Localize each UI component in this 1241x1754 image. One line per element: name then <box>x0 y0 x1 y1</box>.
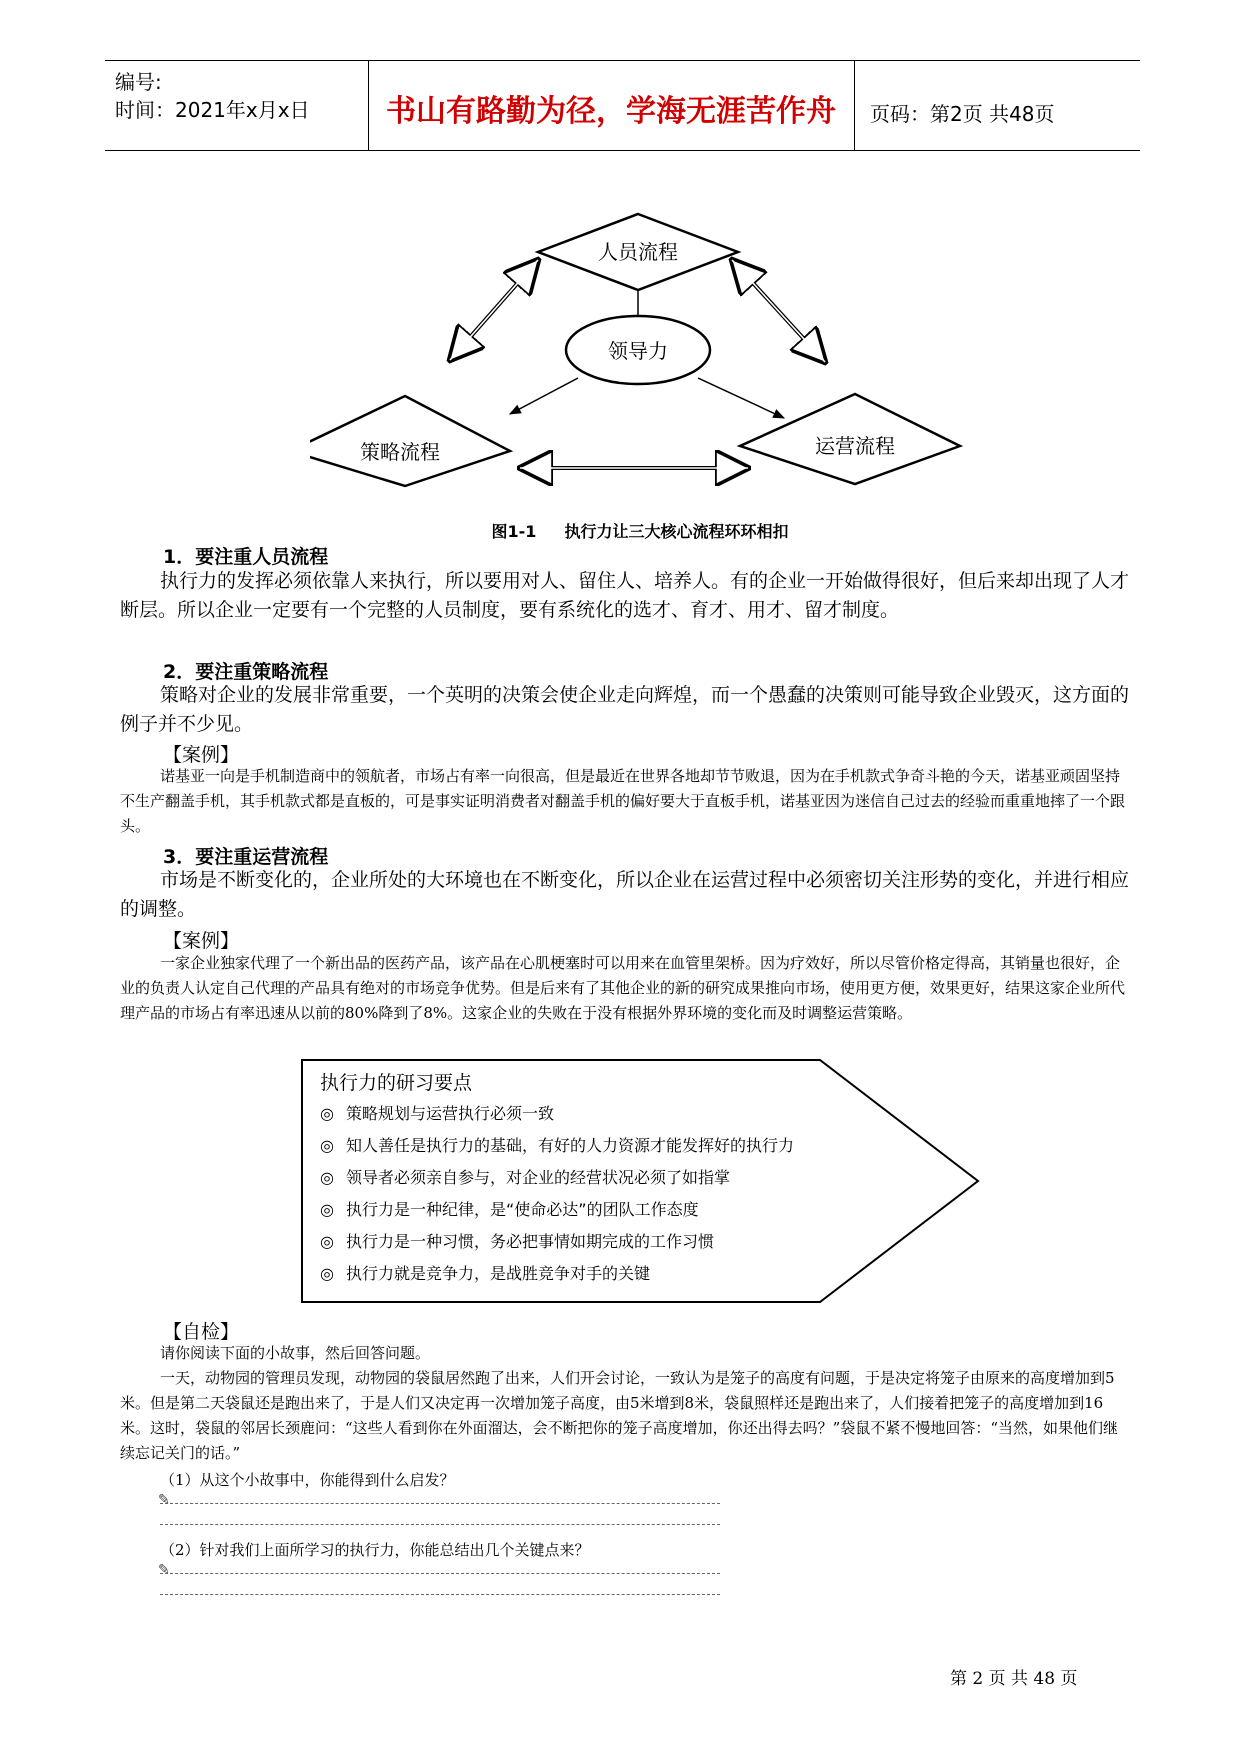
answer-line[interactable] <box>160 1594 720 1595</box>
bullet-icon: ◎ <box>320 1200 334 1219</box>
left-node-label: 策略流程 <box>360 440 440 464</box>
core-process-diagram <box>310 200 970 490</box>
key-point-item: ◎ 执行力是一种纪律，是“使命必达”的团队工作态度 <box>320 1200 699 1219</box>
self-check-story: 一天，动物园的管理员发现，动物园的袋鼠居然跑了出来，人们开会讨论，一致认为是笼子的高度有问题，于是决定将笼子由原来的高度增加到5米。但是第二天袋鼠还是跑出来了，于是人们又决定再一次增加笼子高度，由5米增到8米，袋鼠照样还是跑出来了，人们接着把笼子的高度增加到16米。这时，袋鼠的邻居长颈鹿问：“这些人看到你在外面溜达，会不断把你的笼子高度增加，你还出得去吗？”袋鼠不紧不慢地回答：“当然，如果他们继续忘记关门的话。” <box>120 1369 1119 1462</box>
figure-caption <box>400 519 880 542</box>
time-label: 时间：2021年x月x日 <box>115 98 310 122</box>
top-node-label: 人员流程 <box>598 240 678 264</box>
section1-heading: 1．要注重人员流程 <box>163 546 329 568</box>
key-points-title: 执行力的研习要点 <box>320 1072 473 1094</box>
figure-title: 执行力让三大核心流程环环相扣 <box>564 522 789 541</box>
case2-label: 【案例】 <box>163 930 240 952</box>
answer-line[interactable] <box>160 1573 720 1574</box>
header-top-rule <box>105 60 1140 61</box>
case1-label: 【案例】 <box>163 744 240 766</box>
question-1: （1）从这个小故事中，你能得到什么启发？ <box>160 1471 455 1489</box>
case2-text: 一家企业独家代理了一个新出品的医药产品，该产品在心肌梗塞时可以用来在血管里架桥。因为疗效好，所以尽管价格定得高，其销量也很好，企业的负责人认定自己代理的产品具有绝对的市场竞争优势。但是后来有了其他企业的新的研究成果推向市场，使用更方便，效果更好，结果这家企业所代理产品的市场占有率迅速从以前的80%降到了8%。这家企业的失败在于没有根据外界环境的变化而及时调整运营策略。 <box>120 954 1126 1022</box>
key-point-item: ◎ 执行力是一种习惯，务必把事情如期完成的工作习惯 <box>320 1232 715 1251</box>
case1-text: 诺基亚一向是手机制造商中的领航者，市场占有率一向很高，但是最近在世界各地却节节败退，因为在手机款式争奇斗艳的今天，诺基亚顽固坚持不生产翻盖手机，其手机款式都是直板的，可是事实证明消费者对翻盖手机的偏好要大于直板手机，诺基亚因为迷信自己过去的经验而重重地摔了一个跟头。 <box>120 767 1126 835</box>
section2-heading: 2．要注重策略流程 <box>163 661 329 683</box>
number-label: 编号: <box>115 70 162 94</box>
pencil-icon: ✎ <box>158 1492 170 1508</box>
page-label: 页码：第2页 共48页 <box>870 102 1055 126</box>
center-node-label: 领导力 <box>608 339 668 363</box>
self-check-intro: 请你阅读下面的小故事，然后回答问题。 <box>160 1344 431 1362</box>
arrow-center-right <box>698 378 784 418</box>
bullet-icon: ◎ <box>320 1232 334 1251</box>
arrow-top-right-inner <box>732 260 825 362</box>
header-divider <box>854 60 855 150</box>
pencil-icon: ✎ <box>158 1562 170 1578</box>
key-point-item: ◎ 执行力就是竞争力，是战胜竞争对手的关键 <box>320 1264 651 1283</box>
section1-paragraph: 执行力的发挥必须依靠人来执行，所以要用对人、留住人、培养人。有的企业一开始做得很好，但后来却出现了人才断层。所以企业一定要有一个完整的人员制度，要有系统化的选才、育才、用才、留才制度。 <box>120 570 1130 621</box>
bullet-icon: ◎ <box>320 1104 334 1123</box>
section3-heading: 3．要注重运营流程 <box>163 846 329 868</box>
page-footer: 第 2 页 共 48 页 <box>950 1669 1078 1689</box>
bullet-icon: ◎ <box>320 1264 334 1283</box>
section2-paragraph: 策略对企业的发展非常重要，一个英明的决策会使企业走向辉煌，而一个愚蠢的决策则可能导致企业毁灭，这方面的例子并不少见。 <box>120 684 1130 735</box>
key-point-item: ◎ 知人善任是执行力的基础，有好的人力资源才能发挥好的执行力 <box>320 1136 795 1155</box>
header-divider <box>368 60 369 150</box>
bullet-icon: ◎ <box>320 1168 334 1187</box>
answer-line[interactable] <box>160 1503 720 1504</box>
bullet-icon: ◎ <box>320 1136 334 1155</box>
header-motto: 书山有路勤为径，学海无涯苦作舟 <box>386 94 836 129</box>
question-2: （2）针对我们上面所学习的执行力，你能总结出几个关键点来？ <box>160 1541 590 1559</box>
answer-line[interactable] <box>160 1524 720 1525</box>
section3-paragraph: 市场是不断变化的，企业所处的大环境也在不断变化，所以企业在运营过程中必须密切关注形势的变化，并进行相应的调整。 <box>120 869 1130 920</box>
figure-number: 图1-1 <box>491 522 537 541</box>
key-point-item: ◎ 策略规划与运营执行必须一致 <box>320 1104 555 1123</box>
arrow-center-left <box>510 378 578 414</box>
right-node-label: 运营流程 <box>815 434 895 458</box>
header-bottom-rule <box>105 150 1140 151</box>
arrow-top-left-inner <box>450 260 538 360</box>
key-point-item: ◎ 领导者必须亲自参与，对企业的经营状况必须了如指掌 <box>320 1168 731 1187</box>
self-check-label: 【自检】 <box>163 1321 240 1343</box>
